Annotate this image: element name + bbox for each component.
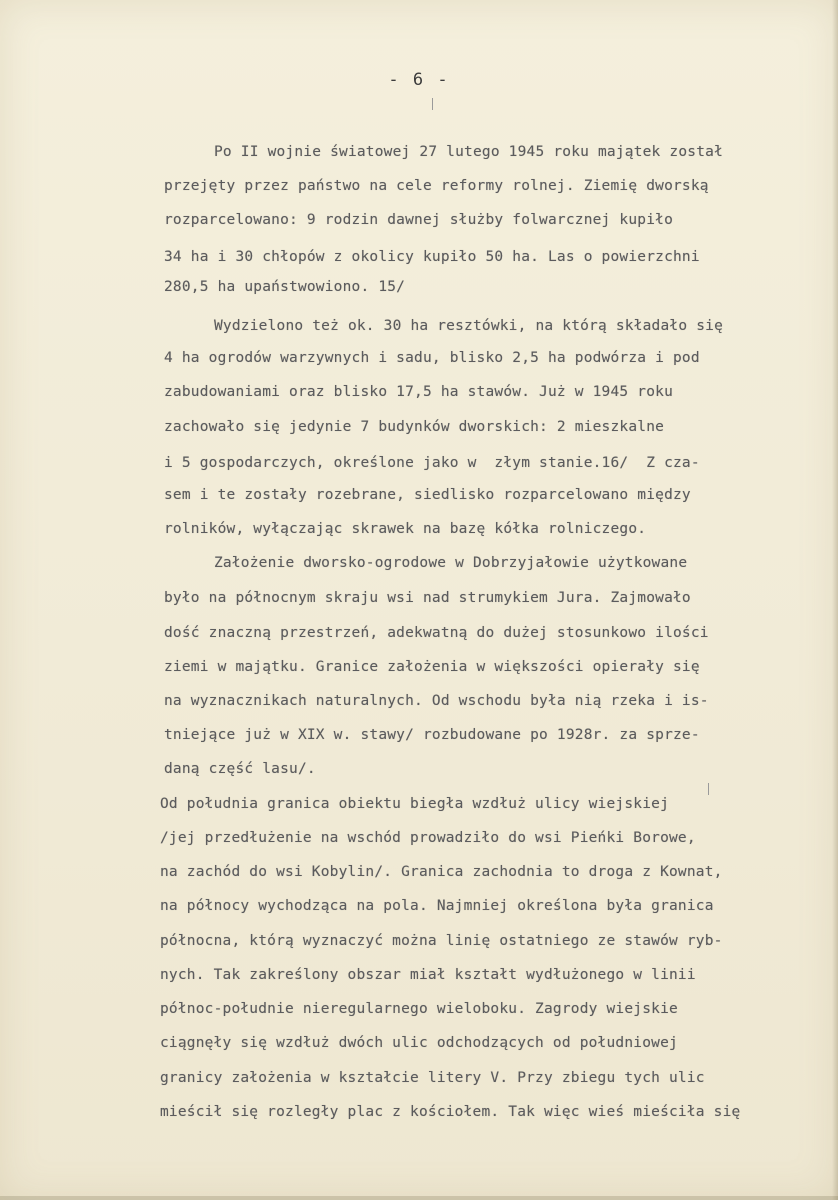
text-line: /jej przedłużenie na wschód prowadziło do wsi Pieńki Borowe, xyxy=(160,830,696,846)
text-line: Od południa granica obiektu biegła wzdłuż ulicy wiejskiej xyxy=(160,796,669,812)
text-line: daną część lasu/. xyxy=(164,761,316,777)
text-line: północna, którą wyznaczyć można linię ostatniego ze stawów ryb- xyxy=(160,933,723,949)
text-line: rozparcelowano: 9 rodzin dawnej służby folwarcznej kupiło xyxy=(164,212,673,228)
text-line: ziemi w majątku. Granice założenia w większości opierały się xyxy=(164,659,700,675)
text-line: na wyznacznikach naturalnych. Od wschodu była nią rzeka i is- xyxy=(164,693,709,709)
text-line: ciągnęły się wzdłuż dwóch ulic odchodzących od południowej xyxy=(160,1035,678,1051)
text-line: Po II wojnie światowej 27 lutego 1945 roku majątek został xyxy=(214,144,723,160)
text-line: Wydzielono też ok. 30 ha resztówki, na którą składało się xyxy=(214,318,723,334)
page-number: - 6 - xyxy=(388,70,450,90)
text-line: zachowało się jedynie 7 budynków dworskich: 2 mieszkalne xyxy=(164,419,665,435)
text-line: granicy założenia w kształcie litery V. Przy zbiegu tych ulic xyxy=(160,1070,705,1086)
text-line: północ-południe nieregularnego wieloboku. Zagrody wiejskie xyxy=(160,1001,678,1017)
text-line: na zachód do wsi Kobylin/. Granica zachodnia to droga z Kownat, xyxy=(160,864,723,880)
text-line: 34 ha i 30 chłopów z okolicy kupiło 50 ha. Las o powierzchni xyxy=(164,249,700,265)
text-line: dość znaczną przestrzeń, adekwatną do dużej stosunkowo ilości xyxy=(164,625,709,641)
text-line: rolników, wyłączając skrawek na bazę kółka rolniczego. xyxy=(164,521,647,537)
text-line: nych. Tak zakreślony obszar miał kształt wydłużonego w linii xyxy=(160,967,696,983)
text-line: Założenie dworsko-ogrodowe w Dobrzyjałowie użytkowane xyxy=(214,555,688,571)
text-line: zabudowaniami oraz blisko 17,5 ha stawów. Już w 1945 roku xyxy=(164,384,673,400)
text-line: przejęty przez państwo na cele reformy rolnej. Ziemię dworską xyxy=(164,178,709,194)
text-line: było na północnym skraju wsi nad strumykiem Jura. Zajmowało xyxy=(164,590,691,606)
text-line: na północy wychodząca na pola. Najmniej określona była granica xyxy=(160,898,714,914)
text-line: i 5 gospodarczych, określone jako w złym stanie.16/ Z cza- xyxy=(164,455,700,471)
text-line: mieścił się rozległy plac z kościołem. Tak więc wieś mieściła się xyxy=(160,1104,741,1120)
paper-edge xyxy=(0,1196,838,1200)
paper-edge xyxy=(832,0,838,1200)
text-line: tniejące już w XIX w. stawy/ rozbudowane po 1928r. za sprze- xyxy=(164,727,700,743)
text-line: 4 ha ogrodów warzywnych i sadu, blisko 2,5 ha podwórza i pod xyxy=(164,350,700,366)
text-line: sem i te zostały rozebrane, siedlisko rozparcelowano między xyxy=(164,487,691,503)
text-line: 280,5 ha upaństwowiono. 15/ xyxy=(164,279,406,295)
